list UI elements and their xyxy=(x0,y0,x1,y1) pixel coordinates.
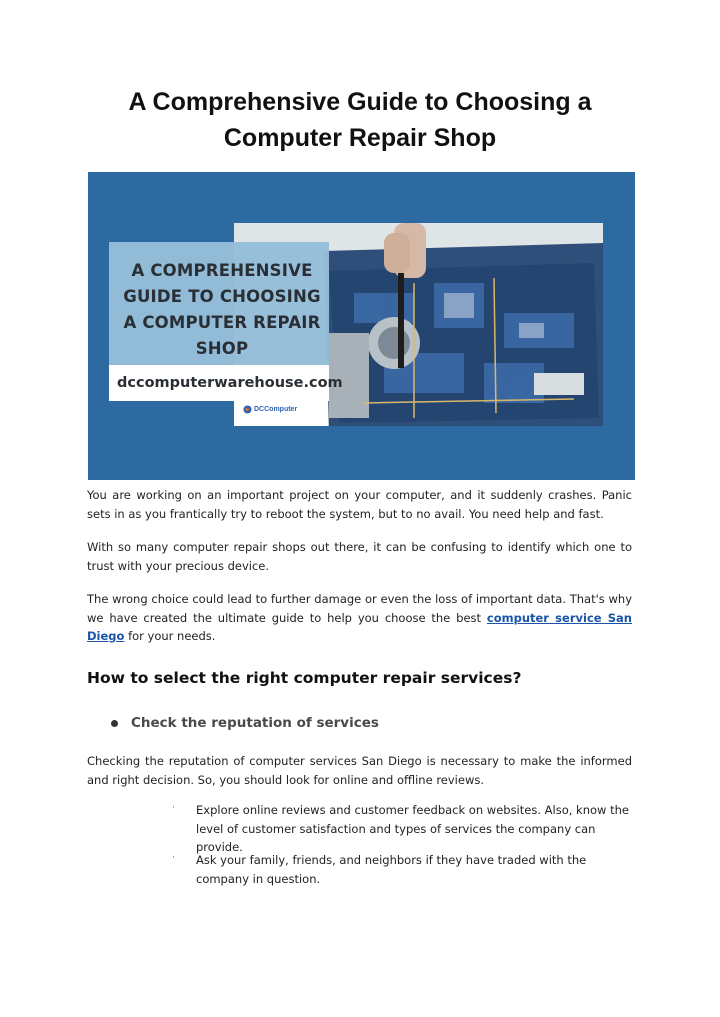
page-title xyxy=(60,84,660,156)
list-item-text: Explore online reviews and customer feedback on websites. Also, know the level of customer satisfaction and types of services the company can provide. xyxy=(196,803,629,854)
bullet-marker xyxy=(111,720,118,727)
banner-domain: dccomputerwarehouse.com xyxy=(117,375,343,391)
section-heading: How to select the right computer repair services? xyxy=(87,669,522,687)
list-item-marker: · xyxy=(172,853,175,863)
banner-image xyxy=(88,172,635,480)
third-paragraph-end: for your needs. xyxy=(124,629,216,643)
company-logo xyxy=(243,405,297,414)
list-item-text: Ask your family, friends, and neighbors if they have traded with the company in question. xyxy=(196,853,587,886)
logo-text: DCComputer xyxy=(254,406,298,413)
logo-mark-icon xyxy=(243,405,252,414)
banner-headline-line-4: SHOP xyxy=(195,339,249,358)
list-item-marker: · xyxy=(172,803,175,813)
title-line-2: Computer Repair Shop xyxy=(223,124,497,152)
computer-service-link[interactable]: computer service San Diego xyxy=(87,610,632,643)
second-paragraph: With so many computer repair shops out there, it can be confusing to identify which one to trust with your precious device. xyxy=(87,540,632,573)
bullet-heading: Check the reputation of services xyxy=(131,715,379,731)
banner-headline xyxy=(101,258,343,362)
title-line-1: A Comprehensive Guide to Choosing a xyxy=(128,88,592,116)
third-paragraph xyxy=(87,590,632,646)
banner-headline-line-3: A COMPUTER REPAIR xyxy=(123,313,321,332)
banner-headline-line-2: GUIDE TO CHOOSING xyxy=(123,287,321,306)
intro-paragraph: You are working on an important project on your computer, and it suddenly crashes. Panic sets in as you frantically try to reboot the system, but to no avail. You need help and fast. xyxy=(87,488,632,521)
third-paragraph-start: The wrong choice could lead to further damage or even the loss of important data. That's why we have created the ultimate guide to help you choose the best xyxy=(87,592,632,625)
banner-headline-line-1: A COMPREHENSIVE xyxy=(131,261,313,280)
reputation-paragraph: Checking the reputation of computer services San Diego is necessary to make the informed and right decision. So, you should look for online and offline reviews. xyxy=(87,754,632,787)
